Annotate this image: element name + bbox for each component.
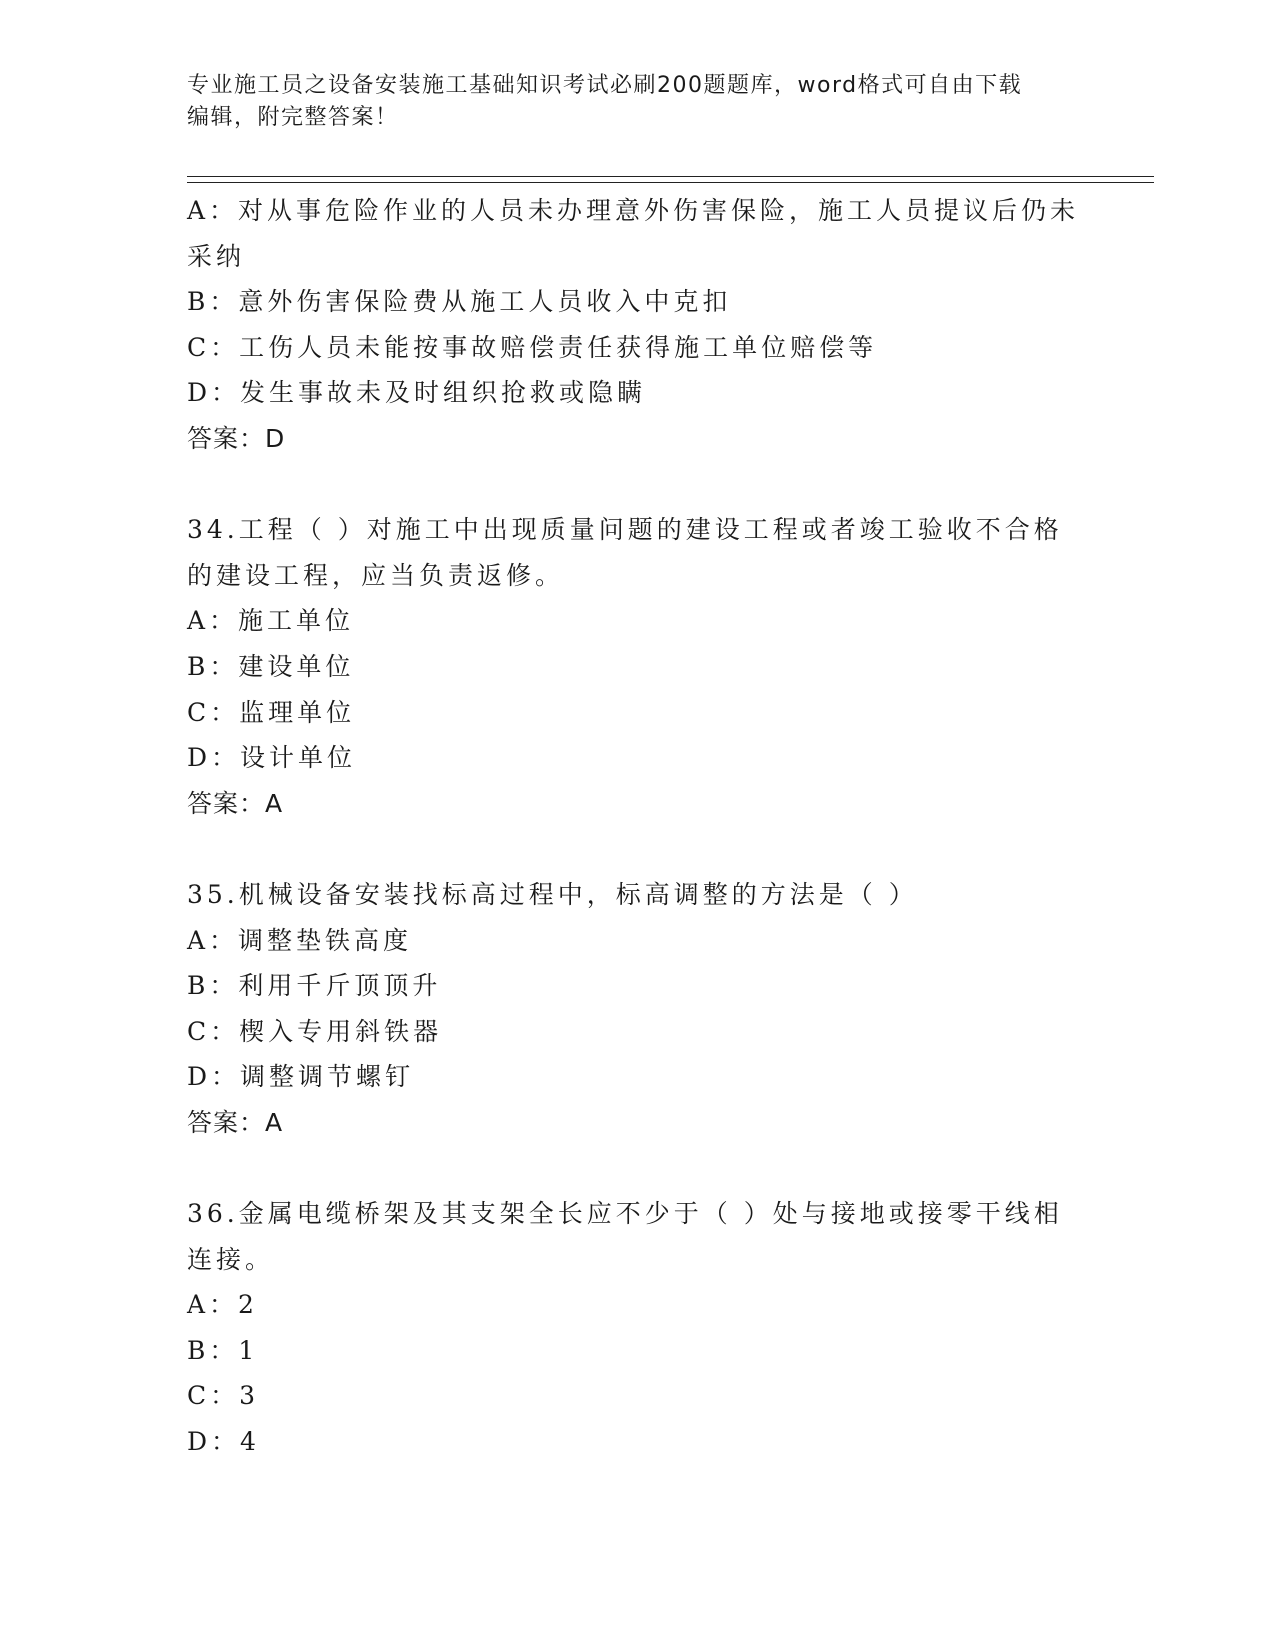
answer: 答案：D [187, 423, 286, 453]
question-stem-line-1: 34.工程（ ）对施工中出现质量问题的建设工程或者竣工验收不合格 [187, 515, 1063, 545]
question-stem: 35.机械设备安装找标高过程中，标高调整的方法是（ ） [187, 879, 918, 909]
option-b: B：1 [187, 1335, 259, 1365]
answer: 答案：A [187, 1107, 284, 1137]
spacer [187, 1145, 1087, 1191]
question-stem-line-1: 36.金属电缆桥架及其支架全长应不少于（ ）处与接地或接零干线相 [187, 1199, 1063, 1229]
option-a: A：调整垫铁高度 [187, 925, 413, 955]
header-rule-top [187, 176, 1154, 177]
header-rule-bottom [187, 182, 1154, 183]
option-c: C：工伤人员未能按事故赔偿责任获得施工单位赔偿等 [187, 332, 878, 362]
option-d: D：设计单位 [187, 743, 357, 773]
spacer [187, 462, 1087, 508]
option-a: A：施工单位 [187, 606, 355, 636]
option-b: B：利用千斤顶顶升 [187, 971, 442, 1001]
question-stem-line-2: 连接。 [187, 1244, 275, 1274]
question-list [187, 188, 1087, 1465]
spacer [187, 826, 1087, 872]
question-35 [187, 872, 1087, 1146]
option-a-line-2: 采纳 [187, 241, 246, 271]
option-a: A：2 [187, 1290, 258, 1320]
option-d: D：调整调节螺钉 [187, 1062, 415, 1092]
question-34 [187, 507, 1087, 826]
option-c: C：3 [187, 1381, 260, 1411]
option-c: C：楔入专用斜铁器 [187, 1016, 443, 1046]
header-line-2: 编辑，附完整答案！ [187, 105, 399, 130]
option-b: B：建设单位 [187, 651, 355, 681]
header-line-1: 专业施工员之设备安装施工基础知识考试必刷200题题库，word格式可自由下载 [187, 73, 1023, 98]
question-36 [187, 1191, 1087, 1465]
answer: 答案：A [187, 788, 284, 818]
question-33-options [187, 188, 1087, 462]
document-header [187, 70, 1067, 134]
option-a-line-1: A：对从事危险作业的人员未办理意外伤害保险，施工人员提议后仍未 [187, 196, 1080, 225]
question-stem-line-2: 的建设工程，应当负责返修。 [187, 560, 565, 590]
option-d: D：4 [187, 1427, 260, 1457]
option-b: B：意外伤害保险费从施工人员收入中克扣 [187, 287, 732, 317]
option-d: D：发生事故未及时组织抢救或隐瞒 [187, 378, 647, 408]
option-c: C：监理单位 [187, 697, 356, 727]
